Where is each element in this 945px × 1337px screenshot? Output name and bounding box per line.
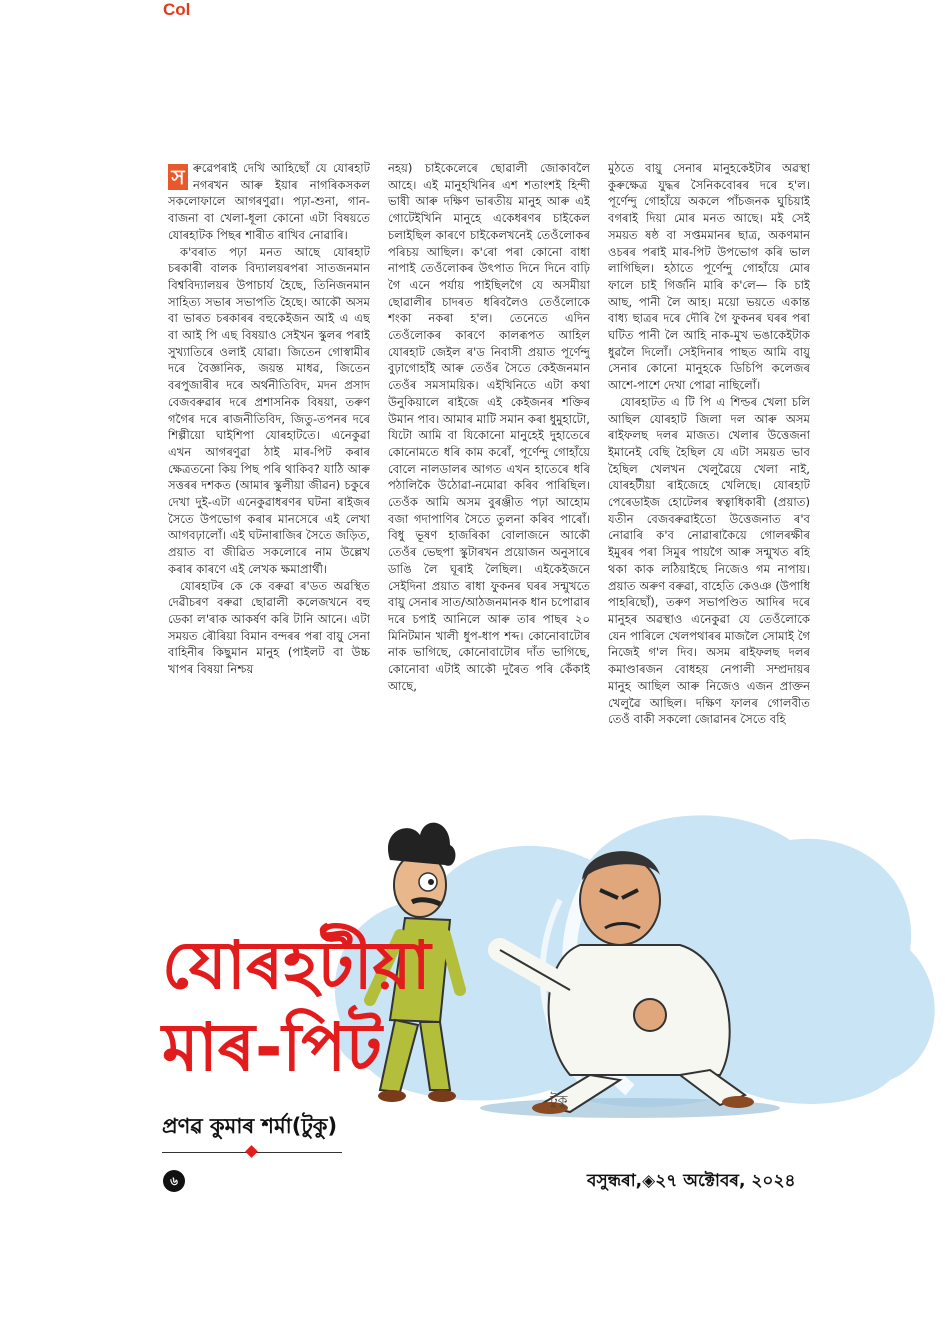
paragraph: যোৰহাটত এ টি পি এ শিল্ডৰ খেলা চলি আছিল যোৰহাট জিলা দল আৰু অসম ৰাইফলছ দলৰ মাজত। খেলাৰ উত্তেজনা ইমানেই বেছি হৈছিল যে এটা সময়ত ভাব হৈছিল খেলখন খেলুৱৈয়ে খেলা নাই, যোৰহটীয়া ৰাইজেহে খেলিছে। যোৰহাট পেৰেডাইজ হোটেলৰ স্বত্বাধিকাৰী (প্ৰয়াত) যতীন বেজবৰুৱাইতো উত্তেজনাত ৰ'ব নোৱাৰি ক'ব নোৱাৰাকৈয়ে গোলৰক্ষীৰ ইমুৰৰ পৰা সিমুৰ পায়গৈ আৰু সন্মুখত ৰহি থকা কাক লঠিয়াইছে নিজেও গম নাপায়। প্ৰয়াত অৰুণ বৰুৱা, বাহেতি কেওঞ (উপাধি পাহৰিছোঁ), তৰুণ সভাপণ্ডিত আদিৰ দৰে মানুহৰ অৱস্থাও এনেকুৱা যে তেওঁলোকে যেন পাৰিলে খেলপথাৰৰ মাজলৈ সোমাই গৈ নিজেই গ'ল দিব। অসম ৰাইফলছ দলৰ কমাণ্ডাৰজন বোধহয় নেপালী সম্প্ৰদায়ৰ মানুহ আছিল আৰু নিজেও এজন প্ৰাক্তন খেলুৱৈ আছিল। দক্ষিণ ফালৰ গোলবীত তেওঁ বাকী সকলো জোৱানৰ সৈতে বহি	[608, 394, 810, 727]
paragraph: ক'বৰাত পঢ়া মনত আছে যোৰহাট চৰকাৰী বালক বিদ্যালয়ৰপৰা সাতজনমান বিশ্ববিদ্যালয়ৰ উপাচাৰ্য হৈছে, তিনিজনমান সাহিত্য সভাৰ সভাপতি হৈছে। আকৌ অসম বা ভাৰত চৰকাৰৰ বহুকেইজন আই এ এছ বা আই পি এছ বিষয়াও সেইখন স্কুলৰ পৰাই সুখ্যাতিৰে ওলাই যোৱা। জিতেন গোস্বামীৰ দৰে বৈজ্ঞানিক, জয়ন্ত মাধৱ, জিতেন বৰপুজাৰীৰ দৰে অৰ্থনীতিবিদ, মদন প্ৰসাদ বেজবৰুৱাৰ দৰে প্ৰশাসনিক বিষয়া, তৰুণ গগৈৰ দৰে ৰাজনীতিবিদ, জিতু-তপনৰ দৰে শিল্পীয়ো ঘাইশিপা যোৰহাটতে। এনেকুৱা এখন আগৰণুৱা ঠাই মাৰ-পিট কৰাৰ ক্ষেত্ৰতনো কিয় পিছ পৰি থাকিব? যাঠি আৰু সত্তৰৰ দশকত (আমাৰ স্কুলীয়া জীৱন) চকুৰে দেখা দুই-এটা এনেকুৱাধৰণৰ ঘটনা ৰাইজৰ সৈতে উপভোগ কৰাৰ মানসেৰে এই লেখা আগবঢ়ালোঁ। এই ঘটনাৰাজিৰ সৈতে জড়িত, প্ৰয়াত বা জীৱিত সকলোৰে নাম উল্লেখ কৰাৰ কাৰণে এই লেখক ক্ষমাপ্ৰাৰ্থী।	[168, 244, 370, 576]
publication-date: ২৭ অক্টোবৰ, ২০২৪	[655, 1171, 796, 1191]
article-body	[168, 160, 810, 763]
article-column-1	[168, 160, 370, 763]
article-column-2	[388, 160, 590, 763]
article-title	[162, 925, 431, 1089]
paragraph: স ৰুৱেপৰাই দেখি আহিছোঁ যে যোৰহাট নগৰখন আৰু ইয়াৰ নাগৰিকসকল সকলোফালে আগৰণুৱা। পঢ়া-শুনা, গান-বাজনা বা খেলা-ধূলা কোনো এটা বিষয়তে যোৰহাটক পিছৰ শাৰীত ৰাখিব নোৱাৰি।	[168, 161, 370, 242]
publication-name: বসুন্ধৰা,	[587, 1171, 643, 1191]
drop-cap: স	[168, 164, 188, 190]
diamond-ornament-icon	[245, 1145, 258, 1158]
footer-publication-line	[587, 1168, 796, 1196]
ornament-icon: ◈	[642, 1171, 656, 1191]
page-number: ৬	[163, 1170, 185, 1192]
paragraph: মুঠতে বায়ু সেনাৰ মানুহকেইটাৰ অৱস্থা কুৰুক্ষেত্ৰ যুদ্ধৰ সৈনিকবোৰৰ দৰে হ'ল। পূৰ্ণেন্দু গোহাঁয়ে অকলে পাঁচজনক ঘুচিয়াই বগৰাই দিয়া মোৰ মনত আছে। মই সেই সময়ত ষষ্ঠ বা সপ্তমমানৰ ছাত্ৰ, অকণমান ওচৰৰ পৰাই মাৰ-পিট উপভোগ কৰি ভাল লাগিছিল। হঠাতে পূৰ্ণেন্দু গোহাঁয়ে মোৰ ফালে চাই গিৰ্জনি মাৰি ক'লে— কি চাই আছ, পানী লৈ আহ। ময়ো ভয়তে একান্ত বাধ্য ছাত্ৰৰ দৰে দৌৰি গৈ ফুকনৰ ঘৰৰ পৰা ঘটিত পানী লৈ আহি নাক-মুখ ভঙাকেইটাক ধুৱলৈ দিলোঁ। সেইদিনাৰ পাছত আমি বায়ু সেনাৰ কোনো মানুহকে ডিচিপি কলেজৰ আশে-পাশে দেখা পোৱা নাছিলোঁ।	[608, 161, 810, 393]
artist-signature: টুকু	[550, 1093, 568, 1109]
paragraph: যোৰহাটৰ কে কে বৰুৱা ৰ'ডত অৱস্থিত দেৱীচৰণ বৰুৱা ছোৱালী কলেজখনে বহু ডেকা ল'ৰাক আকৰ্ষণ কৰি টানি আনে। এটা সময়ত ৰৌৰিয়া বিমান বন্দৰৰ পৰা বায়ু সেনা বাহিনীৰ কিছুমান মানুহ (পাইলট বা উচ্চ খাপৰ বিষয়া নিশ্চয়	[168, 578, 370, 677]
byline: প্ৰণৱ কুমাৰ শৰ্মা(টুকু)	[162, 1114, 338, 1138]
article-column-3	[608, 160, 810, 763]
section-label: Col	[163, 0, 191, 19]
paragraph: নহয়) চাইকেলেৰে ছোৱালী জোকাবলৈ আহে। এই মানুহখিনিৰ এশ শতাংশই হিন্দী ভাষী আৰু দক্ষিণ ভাৰতীয় মানুহ আৰু এই গোটেইখিনি মানুহে একেধৰণৰ চাইকেল চলাইছিল কাৰণে চাইকেলখনেই তেওঁলোকৰ পৰিচয় আছিল। ক'ৰো পৰা কোনো বাধা নাপাই তেওঁলোকৰ উৎপাত দিনে দিনে বাঢ়ি গৈ এনে পৰ্যায় পাইছিলগৈ যে অসমীয়া ছোৱালীৰ চাদৰত ধৰিবলৈও তেওঁলোকে শংকা নকৰা হ'ল। তেনেতে এদিন তেওঁলোকৰ কাৰণে কালৰূপত আহিল যোৰহাট জেইল ৰ'ড নিবাসী প্ৰয়াত পূৰ্ণেন্দু বুঢ়াগোহাঁই আৰু তেওঁৰ সৈতে কেইজনমান তেওঁৰ সমসাময়িক। এইখিনিতে এটা কথা উনুকিয়ালে ৰাইজে এই কেইজনৰ শক্তিৰ উমান পাব। আমাৰ মাটি সমান কৰা ধুমুহাটো, যিটো আমি বা যিকোনো মানুহেই দুহাতেৰে কোনোমতে ধৰি কাম কৰোঁ, পূৰ্ণেন্দু গোহাঁয়ে বোলে নালডালৰ আগত এখন হাতেৰে ধৰি পঠালিকৈ উঠোৱা-নমোৱা কৰিব পাৰিছিল। তেওঁক আমি অসম বুৰঞ্জীত পঢ়া আহোম বজা গদাপাণিৰ সৈতে তুলনা কৰিব পাৰোঁ। বিধু ভূষণ হাজৰিকা বোলাজনে আকৌ তেওঁৰ ভেছপা স্কুটাৰখন প্ৰয়োজন অনুসাৰে ডাঙি লৈ ঘূৰাই লৈছিল। এইকেইজনে সেইদিনা প্ৰয়াত ৰাধা ফুকনৰ ঘৰৰ সন্মুখতে বায়ু সেনাৰ সাত/আঠজনমানক ধান চপোৱাৰ দৰে চপাই আনিলে আৰু তাৰ পাছৰ ২০ মিনিটমান খালী ধুপ-ধাপ শব্দ। কোনোবাটোৰ নাক ভাগিছে, কোনোবাটোৰ দাঁত ভাগিছে, কোনোবা এটাই আকৌ দুৰৈত পৰি কেঁকাই আছে,	[388, 161, 590, 693]
title-line-2: মাৰ-পিট	[162, 1009, 382, 1086]
title-line-1: যোৰহটীয়া	[162, 927, 431, 1004]
